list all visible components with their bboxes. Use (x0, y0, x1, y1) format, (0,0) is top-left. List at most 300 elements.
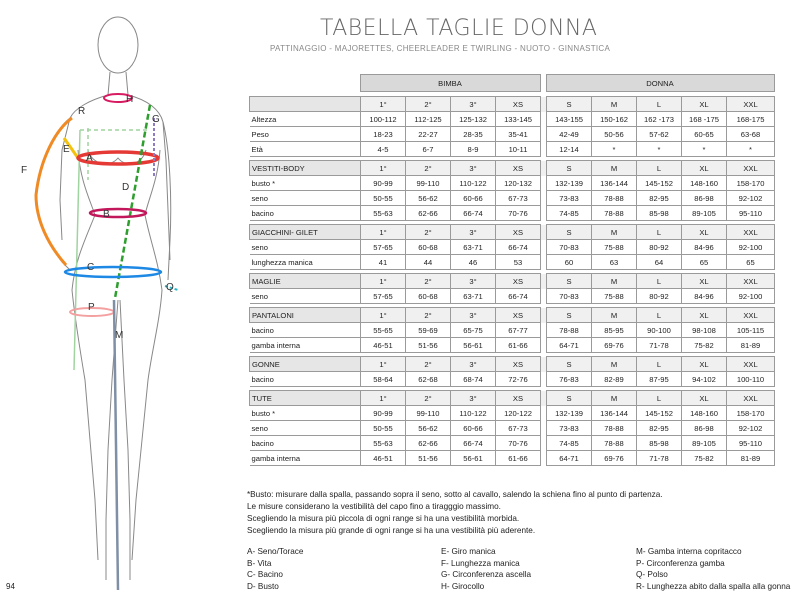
size-header: 1° (361, 308, 406, 323)
size-header: 1° (361, 97, 406, 112)
size-value: 92-100 (727, 240, 775, 255)
size-value: 28-35 (451, 127, 496, 142)
size-value: 61-66 (496, 451, 541, 466)
size-value: 50-55 (361, 191, 406, 206)
size-value: 69-76 (592, 451, 637, 466)
size-header: 3° (451, 357, 496, 372)
row-label: bacino (250, 436, 361, 451)
table-row (250, 406, 775, 421)
size-value: 78-88 (592, 191, 637, 206)
size-value: 92-102 (727, 421, 775, 436)
label-d: D (122, 182, 130, 193)
size-table (249, 307, 775, 353)
size-header: S (547, 97, 592, 112)
size-value: 10-11 (496, 142, 541, 157)
label-q: Q (166, 282, 174, 293)
size-value: 8-9 (451, 142, 496, 157)
size-value: 51-56 (406, 451, 451, 466)
size-value: 89-105 (682, 206, 727, 221)
size-value: 56-61 (451, 338, 496, 353)
legend-item: D- Busto (247, 581, 279, 591)
size-header: 3° (451, 308, 496, 323)
mannequin-head (98, 17, 138, 73)
size-value: 64-71 (547, 451, 592, 466)
size-value: 63 (592, 255, 637, 270)
size-header-row (250, 274, 775, 289)
size-value: 57-65 (361, 240, 406, 255)
size-header: XL (682, 357, 727, 372)
note-busto: *Busto: misurare dalla spalla, passando sopra il seno, sotto al cavallo, salendo la schiena fino al punto di partenza. (247, 490, 663, 499)
size-header: XL (682, 161, 727, 176)
size-value: 82-95 (637, 421, 682, 436)
size-header: M (592, 97, 637, 112)
size-value: 78-88 (592, 206, 637, 221)
size-value: 158-170 (727, 406, 775, 421)
size-value: * (727, 142, 775, 157)
size-value: 82-95 (637, 191, 682, 206)
size-header: XXL (727, 308, 775, 323)
mannequin-right-arm (163, 122, 171, 280)
group-header (249, 74, 775, 92)
size-value: 56-61 (451, 451, 496, 466)
size-value: 60-66 (451, 191, 496, 206)
legend-item: F- Lunghezza manica (441, 558, 520, 568)
size-header: L (637, 391, 682, 406)
size-table (249, 160, 775, 221)
line-r-side (74, 130, 80, 370)
label-e: E (63, 144, 70, 155)
size-value: 50-55 (361, 421, 406, 436)
row-label: bacino (250, 323, 361, 338)
legend-item: E- Giro manica (441, 547, 496, 556)
row-label: busto * (250, 406, 361, 421)
block-title: VESTITI-BODY (250, 161, 361, 176)
table-row (250, 372, 775, 387)
note-vestibilita: Le misure considerano la vestibilità del capo fino a tiragggio massimo. (247, 502, 501, 511)
size-header: L (637, 161, 682, 176)
row-label: seno (250, 191, 361, 206)
size-value: 57-62 (637, 127, 682, 142)
size-header: M (592, 357, 637, 372)
size-value: 60-65 (682, 127, 727, 142)
size-value: 62-66 (406, 206, 451, 221)
legend-item: Q- Polso (636, 570, 668, 579)
size-value: 59-69 (406, 323, 451, 338)
label-m: M (115, 330, 124, 341)
size-value: 56-62 (406, 191, 451, 206)
size-value: * (592, 142, 637, 157)
size-header: XS (496, 97, 541, 112)
size-header: XS (496, 225, 541, 240)
size-value: 145-152 (637, 406, 682, 421)
label-a: A (86, 153, 93, 164)
size-value: 81-89 (727, 451, 775, 466)
size-header: M (592, 308, 637, 323)
note-piccola: Scegliendo la misura più piccola di ogni range si ha una vestibilità morbida. (247, 514, 520, 523)
row-label: Altezza (250, 112, 361, 127)
size-value: 120-122 (496, 406, 541, 421)
block-title: TUTE (250, 391, 361, 406)
size-value: 55-65 (361, 323, 406, 338)
size-value: 67-77 (496, 323, 541, 338)
size-header: XXL (727, 225, 775, 240)
table-row (250, 112, 775, 127)
size-header: L (637, 357, 682, 372)
size-value: 94-102 (682, 372, 727, 387)
size-header: 3° (451, 391, 496, 406)
size-table (249, 273, 775, 304)
legend-item: P- Circonferenza gamba (636, 558, 725, 568)
size-value: 84-96 (682, 240, 727, 255)
block-title: PANTALONI (250, 308, 361, 323)
legend-item: A- Seno/Torace (247, 547, 304, 556)
size-value: 65 (727, 255, 775, 270)
table-row (250, 451, 775, 466)
size-value: 86-98 (682, 421, 727, 436)
size-value: 55-63 (361, 206, 406, 221)
size-header: 2° (406, 161, 451, 176)
legend-item: C- Bacino (247, 570, 283, 579)
block-title (250, 97, 361, 112)
size-header: XS (496, 161, 541, 176)
size-value: 85-95 (592, 323, 637, 338)
label-g: G (152, 114, 160, 125)
size-value: 87-95 (637, 372, 682, 387)
size-value: 4-5 (361, 142, 406, 157)
row-label: gamba interna (250, 338, 361, 353)
label-p: P (88, 302, 95, 313)
size-header: XS (496, 391, 541, 406)
size-value: 66-74 (451, 436, 496, 451)
size-value: 70-83 (547, 289, 592, 304)
size-value: 41 (361, 255, 406, 270)
size-value: 100-110 (727, 372, 775, 387)
group-bimba: BIMBA (360, 75, 540, 92)
size-value: 65-75 (451, 323, 496, 338)
size-value: 71-78 (637, 338, 682, 353)
size-value: 74-85 (547, 206, 592, 221)
size-value: * (637, 142, 682, 157)
size-value: 125-132 (451, 112, 496, 127)
mannequin-neck (108, 72, 128, 95)
size-header: XS (496, 308, 541, 323)
row-label: seno (250, 240, 361, 255)
size-value: 46-51 (361, 451, 406, 466)
size-value: 70-83 (547, 240, 592, 255)
size-value: 78-88 (547, 323, 592, 338)
size-value: 99-110 (406, 176, 451, 191)
size-value: 70-76 (496, 436, 541, 451)
size-value: * (682, 142, 727, 157)
size-value: 42-49 (547, 127, 592, 142)
size-value: 35-41 (496, 127, 541, 142)
size-value: 75-88 (592, 240, 637, 255)
size-value: 82-89 (592, 372, 637, 387)
size-value: 85-98 (637, 436, 682, 451)
size-value: 168 -175 (682, 112, 727, 127)
row-label: busto * (250, 176, 361, 191)
size-value: 133-145 (496, 112, 541, 127)
row-label: gamba interna (250, 451, 361, 466)
size-value: 70-76 (496, 206, 541, 221)
legend-col-2 (441, 546, 531, 592)
size-value: 66-74 (496, 240, 541, 255)
size-value: 60 (547, 255, 592, 270)
size-header: XXL (727, 391, 775, 406)
size-header: S (547, 225, 592, 240)
size-value: 64 (637, 255, 682, 270)
size-value: 136-144 (592, 176, 637, 191)
row-label: bacino (250, 372, 361, 387)
size-value: 71-78 (637, 451, 682, 466)
table-row (250, 240, 775, 255)
size-value: 64-71 (547, 338, 592, 353)
size-value: 72-76 (496, 372, 541, 387)
size-value: 95-110 (727, 206, 775, 221)
notes (247, 489, 792, 537)
size-header: M (592, 391, 637, 406)
size-value: 78-88 (592, 436, 637, 451)
legend-col-3 (636, 546, 790, 592)
size-value: 65 (682, 255, 727, 270)
block-title: GIACCHINI- GILET (250, 225, 361, 240)
size-header-row (250, 225, 775, 240)
size-header: 2° (406, 274, 451, 289)
size-value: 61-66 (496, 338, 541, 353)
size-value: 110-122 (451, 406, 496, 421)
size-value: 90-99 (361, 406, 406, 421)
block-title: MAGLIE (250, 274, 361, 289)
block-title: GONNE (250, 357, 361, 372)
size-value: 58-64 (361, 372, 406, 387)
size-header: 1° (361, 225, 406, 240)
table-row (250, 323, 775, 338)
size-value: 60-66 (451, 421, 496, 436)
line-c (65, 267, 161, 277)
size-header: 2° (406, 357, 451, 372)
table-row (250, 255, 775, 270)
size-value: 18-23 (361, 127, 406, 142)
size-value: 92-102 (727, 191, 775, 206)
size-value: 44 (406, 255, 451, 270)
size-value: 67-73 (496, 191, 541, 206)
size-value: 95-110 (727, 436, 775, 451)
table-row (250, 338, 775, 353)
size-header: XXL (727, 161, 775, 176)
size-header: XL (682, 97, 727, 112)
size-header: 1° (361, 357, 406, 372)
size-value: 168-175 (727, 112, 775, 127)
size-header-row (250, 97, 775, 112)
size-value: 6-7 (406, 142, 451, 157)
size-value: 68-74 (451, 372, 496, 387)
size-header: M (592, 225, 637, 240)
size-value: 60-68 (406, 240, 451, 255)
size-value: 73-83 (547, 421, 592, 436)
table-row (250, 127, 775, 142)
table-row (250, 421, 775, 436)
size-header: 2° (406, 225, 451, 240)
size-value: 158-170 (727, 176, 775, 191)
row-label: Peso (250, 127, 361, 142)
size-value: 98-108 (682, 323, 727, 338)
size-header: 2° (406, 308, 451, 323)
size-value: 78-88 (592, 421, 637, 436)
size-value: 143-155 (547, 112, 592, 127)
size-value: 150-162 (592, 112, 637, 127)
size-header: L (637, 97, 682, 112)
size-header: L (637, 274, 682, 289)
size-value: 132-139 (547, 406, 592, 421)
size-header: XL (682, 225, 727, 240)
size-value: 55-63 (361, 436, 406, 451)
size-value: 46-51 (361, 338, 406, 353)
size-value: 66-74 (496, 289, 541, 304)
size-value: 62-68 (406, 372, 451, 387)
size-value: 84-96 (682, 289, 727, 304)
size-table (249, 390, 775, 466)
size-value: 120-132 (496, 176, 541, 191)
size-value: 67-73 (496, 421, 541, 436)
label-r: R (78, 106, 86, 117)
size-value: 63-71 (451, 240, 496, 255)
size-table (249, 224, 775, 270)
label-c: C (87, 262, 95, 273)
size-header-row (250, 391, 775, 406)
size-header: 1° (361, 391, 406, 406)
size-header: XL (682, 391, 727, 406)
size-value: 75-82 (682, 338, 727, 353)
mannequin-figure (0, 0, 245, 597)
size-value: 57-65 (361, 289, 406, 304)
line-b (90, 209, 146, 217)
size-value: 76-83 (547, 372, 592, 387)
size-header: XS (496, 357, 541, 372)
size-value: 89-105 (682, 436, 727, 451)
legend-item: R- Lunghezza abito dalla spalla alla gonna (636, 581, 791, 591)
size-value: 92-100 (727, 289, 775, 304)
size-value: 162 -173 (637, 112, 682, 127)
size-value: 132-139 (547, 176, 592, 191)
size-header-row (250, 357, 775, 372)
size-value: 99-110 (406, 406, 451, 421)
size-header: S (547, 308, 592, 323)
size-header-row (250, 161, 775, 176)
size-header: 2° (406, 97, 451, 112)
legend-item: M- Gamba interna copritacco (636, 547, 742, 556)
size-header: S (547, 274, 592, 289)
size-value: 86-98 (682, 191, 727, 206)
legend-item: G- Circonferenza ascella (441, 570, 532, 579)
size-header: S (547, 161, 592, 176)
size-value: 74-85 (547, 436, 592, 451)
size-value: 51-56 (406, 338, 451, 353)
size-table-blocks (249, 96, 774, 466)
size-header: XXL (727, 97, 775, 112)
row-label: seno (250, 289, 361, 304)
size-value: 50-56 (592, 127, 637, 142)
size-value: 148-160 (682, 406, 727, 421)
size-value: 46 (451, 255, 496, 270)
size-header-row (250, 308, 775, 323)
row-label: lunghezza manica (250, 255, 361, 270)
page-number: 94 (6, 582, 15, 591)
size-value: 53 (496, 255, 541, 270)
table-row (250, 142, 775, 157)
table-row (250, 206, 775, 221)
size-header: S (547, 391, 592, 406)
size-header: XS (496, 274, 541, 289)
legend-item: B- Vita (247, 558, 272, 568)
page-title: TABELLA TAGLIE DONNA (320, 16, 598, 41)
size-table (249, 356, 775, 387)
size-value: 63-68 (727, 127, 775, 142)
size-value: 85-98 (637, 206, 682, 221)
row-label: bacino (250, 206, 361, 221)
size-value: 22-27 (406, 127, 451, 142)
size-value: 56-62 (406, 421, 451, 436)
size-header: L (637, 225, 682, 240)
size-value: 148-160 (682, 176, 727, 191)
page-subtitle: PATTINAGGIO - MAJORETTES, CHEERLEADER E TWIRLING - NUOTO - GINNASTICA (270, 44, 611, 53)
size-tables (249, 74, 774, 469)
note-grande: Scegliendo la misura più grande di ogni range si ha una vestibilità più aderente. (247, 526, 536, 535)
table-row (250, 289, 775, 304)
size-value: 105-115 (727, 323, 775, 338)
size-header: XL (682, 308, 727, 323)
size-value: 69-76 (592, 338, 637, 353)
size-header: 1° (361, 274, 406, 289)
size-header: M (592, 274, 637, 289)
table-row (250, 191, 775, 206)
size-value: 136-144 (592, 406, 637, 421)
size-value: 12-14 (547, 142, 592, 157)
size-value: 62-66 (406, 436, 451, 451)
size-header: 1° (361, 161, 406, 176)
size-value: 81-89 (727, 338, 775, 353)
size-header: L (637, 308, 682, 323)
size-header: M (592, 161, 637, 176)
size-value: 60-68 (406, 289, 451, 304)
size-header: 3° (451, 161, 496, 176)
group-donna: DONNA (546, 75, 774, 92)
size-value: 80-92 (637, 240, 682, 255)
label-f: F (21, 165, 28, 176)
row-label: Età (250, 142, 361, 157)
size-value: 66-74 (451, 206, 496, 221)
label-b: B (103, 209, 110, 220)
table-row (250, 176, 775, 191)
size-value: 80-92 (637, 289, 682, 304)
legend-item: H- Girocollo (441, 581, 485, 591)
line-m (114, 300, 118, 590)
size-value: 75-82 (682, 451, 727, 466)
size-header: XXL (727, 274, 775, 289)
row-label: seno (250, 421, 361, 436)
size-value: 110-122 (451, 176, 496, 191)
size-header: XXL (727, 357, 775, 372)
legend-col-1 (247, 546, 303, 592)
size-value: 90-100 (637, 323, 682, 338)
size-header: 2° (406, 391, 451, 406)
size-value: 112-125 (406, 112, 451, 127)
table-row (250, 436, 775, 451)
size-header: S (547, 357, 592, 372)
size-header: 3° (451, 225, 496, 240)
size-header: XL (682, 274, 727, 289)
size-value: 100-112 (361, 112, 406, 127)
size-value: 145-152 (637, 176, 682, 191)
